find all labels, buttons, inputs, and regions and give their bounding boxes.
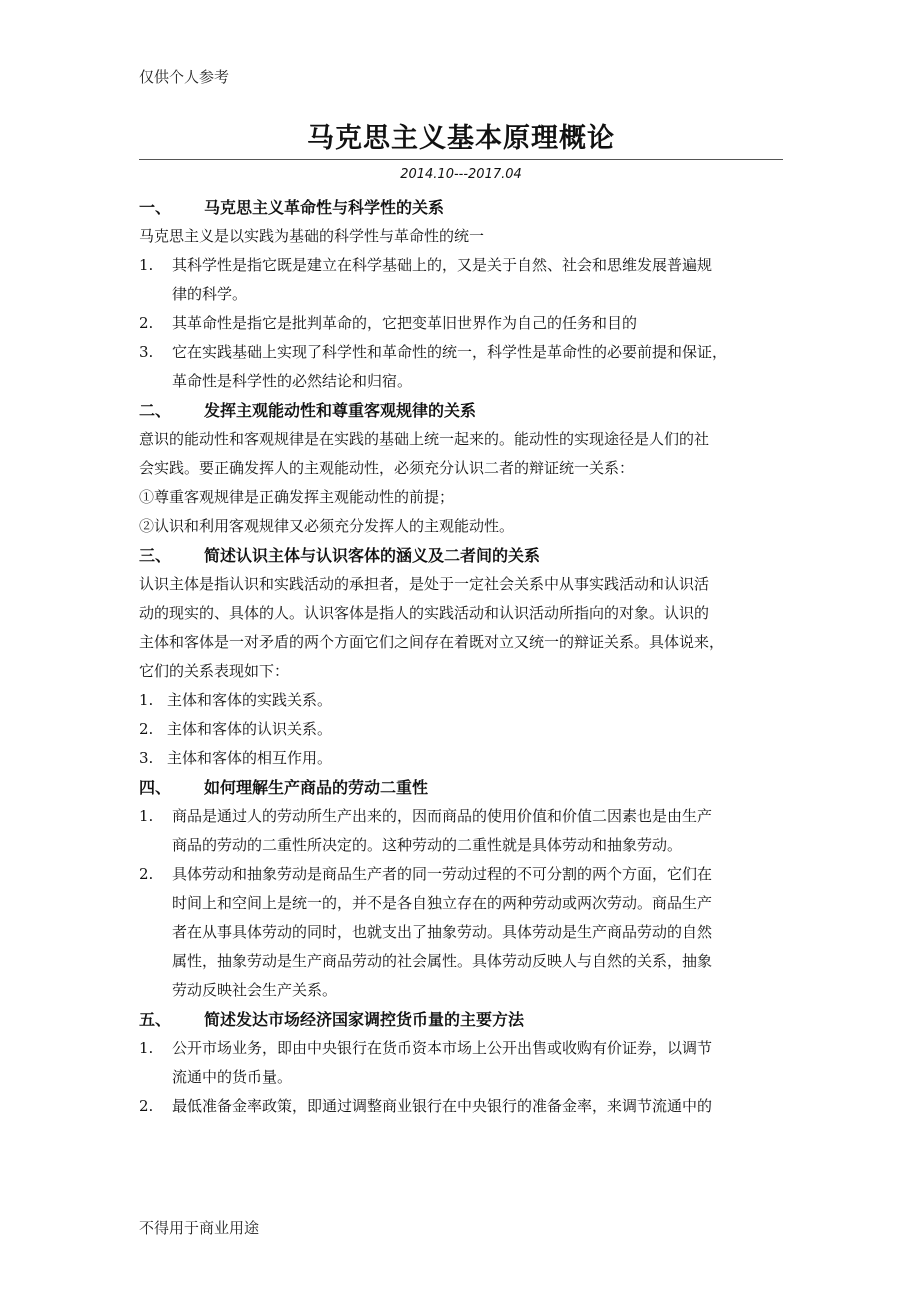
list-text: 主体和客体的实践关系。 bbox=[167, 691, 333, 709]
title-divider bbox=[139, 159, 783, 160]
section-title: 发挥主观能动性和尊重客观规律的关系 bbox=[204, 401, 477, 420]
list-text: 商品的劳动的二重性所决定的。这种劳动的二重性就是具体劳动和抽象劳动。 bbox=[172, 836, 683, 854]
paragraph-line: 动的现实的、具体的人。认识客体是指人的实践活动和认识活动所指向的对象。认识的 bbox=[139, 604, 710, 622]
section-number: 四、 bbox=[139, 778, 172, 797]
list-text: 属性，抽象劳动是生产商品劳动的社会属性。具体劳动反映人与自然的关系，抽象 bbox=[172, 952, 713, 970]
section-heading bbox=[139, 396, 783, 425]
list-number: 1. bbox=[139, 691, 154, 709]
list-text: 革命性是科学性的必然结论和归宿。 bbox=[172, 372, 413, 390]
section-heading bbox=[139, 541, 783, 570]
list-text: 者在从事具体劳动的同时，也就支出了抽象劳动。具体劳动是生产商品劳动的自然 bbox=[172, 923, 713, 941]
list-item bbox=[139, 715, 783, 744]
document-body bbox=[139, 193, 783, 1121]
list-item bbox=[139, 860, 783, 1005]
list-number: 2. bbox=[139, 314, 154, 332]
list-text: 主体和客体的相互作用。 bbox=[167, 749, 333, 767]
list-text: 商品是通过人的劳动所生产出来的，因而商品的使用价值和价值二因素也是由生产 bbox=[172, 807, 713, 825]
list-text: 其科学性是指它既是建立在科学基础上的，又是关于自然、社会和思维发展普遍规 bbox=[172, 256, 713, 274]
list-item bbox=[139, 686, 783, 715]
list-text: 最低准备金率政策，即通过调整商业银行在中央银行的准备金率，来调节流通中的 bbox=[172, 1097, 713, 1115]
list-number: 2. bbox=[139, 865, 154, 883]
list-text: 具体劳动和抽象劳动是商品生产者的同一劳动过程的不可分割的两个方面，它们在 bbox=[172, 865, 713, 883]
section-heading bbox=[139, 193, 783, 222]
list-text: 它在实践基础上实现了科学性和革命性的统一，科学性是革命性的必要前提和保证， bbox=[172, 343, 728, 361]
paragraph-line: 主体和客体是一对矛盾的两个方面它们之间存在着既对立又统一的辩证关系。具体说来， bbox=[139, 633, 725, 651]
section-number: 二、 bbox=[139, 401, 172, 420]
page-title: 马克思主义基本原理概论 bbox=[307, 123, 615, 154]
list-text: 主体和客体的认识关系。 bbox=[167, 720, 333, 738]
section-title: 马克思主义革命性与科学性的关系 bbox=[204, 198, 445, 217]
section-number: 五、 bbox=[139, 1010, 172, 1029]
section-heading bbox=[139, 1005, 783, 1034]
list-item bbox=[139, 1092, 783, 1121]
list-text: 劳动反映社会生产关系。 bbox=[172, 981, 338, 999]
list-number: 1. bbox=[139, 1039, 154, 1057]
paragraph-line: 会实践。要正确发挥人的主观能动性，必须充分认识二者的辩证统一关系： bbox=[139, 459, 635, 477]
paragraph-line: ②认识和利用客观规律又必须充分发挥人的主观能动性。 bbox=[139, 517, 515, 535]
list-number: 1. bbox=[139, 807, 154, 825]
section-title: 简述发达市场经济国家调控货币量的主要方法 bbox=[204, 1010, 525, 1029]
section-number: 三、 bbox=[139, 546, 172, 565]
list-item bbox=[139, 251, 783, 309]
section-number: 一、 bbox=[139, 198, 172, 217]
list-number: 2. bbox=[139, 720, 154, 738]
paragraph-line: ①尊重客观规律是正确发挥主观能动性的前提； bbox=[139, 488, 455, 506]
list-text: 流通中的货币量。 bbox=[172, 1068, 293, 1086]
date-range: 2014.10---2017.04 bbox=[400, 167, 522, 182]
list-number: 3. bbox=[139, 749, 154, 767]
list-text: 时间上和空间上是统一的，并不是各自独立存在的两种劳动或两次劳动。商品生产 bbox=[172, 894, 713, 912]
paragraph-line: 意识的能动性和客观规律是在实践的基础上统一起来的。能动性的实现途径是人们的社 bbox=[139, 430, 710, 448]
section-heading bbox=[139, 773, 783, 802]
list-text: 律的科学。 bbox=[172, 285, 248, 303]
list-item bbox=[139, 338, 783, 396]
list-item bbox=[139, 802, 783, 860]
list-text: 其革命性是指它是批判革命的，它把变革旧世界作为自己的任务和目的 bbox=[172, 314, 638, 332]
paragraph-line: 认识主体是指认识和实践活动的承担者，是处于一定社会关系中从事实践活动和认识活 bbox=[139, 575, 710, 593]
section-title: 如何理解生产商品的劳动二重性 bbox=[204, 778, 429, 797]
list-item bbox=[139, 1034, 783, 1092]
list-text: 公开市场业务，即由中央银行在货币资本市场上公开出售或收购有价证券，以调节 bbox=[172, 1039, 713, 1057]
footer-note: 不得用于商业用途 bbox=[139, 1219, 260, 1237]
header-note: 仅供个人参考 bbox=[139, 68, 230, 86]
section-title: 简述认识主体与认识客体的涵义及二者间的关系 bbox=[204, 546, 541, 565]
list-item bbox=[139, 744, 783, 773]
list-number: 3. bbox=[139, 343, 154, 361]
list-number: 1. bbox=[139, 256, 154, 274]
list-number: 2. bbox=[139, 1097, 154, 1115]
paragraph: 马克思主义是以实践为基础的科学性与革命性的统一 bbox=[139, 227, 485, 245]
paragraph-line: 它们的关系表现如下： bbox=[139, 662, 290, 680]
list-item bbox=[139, 309, 783, 338]
